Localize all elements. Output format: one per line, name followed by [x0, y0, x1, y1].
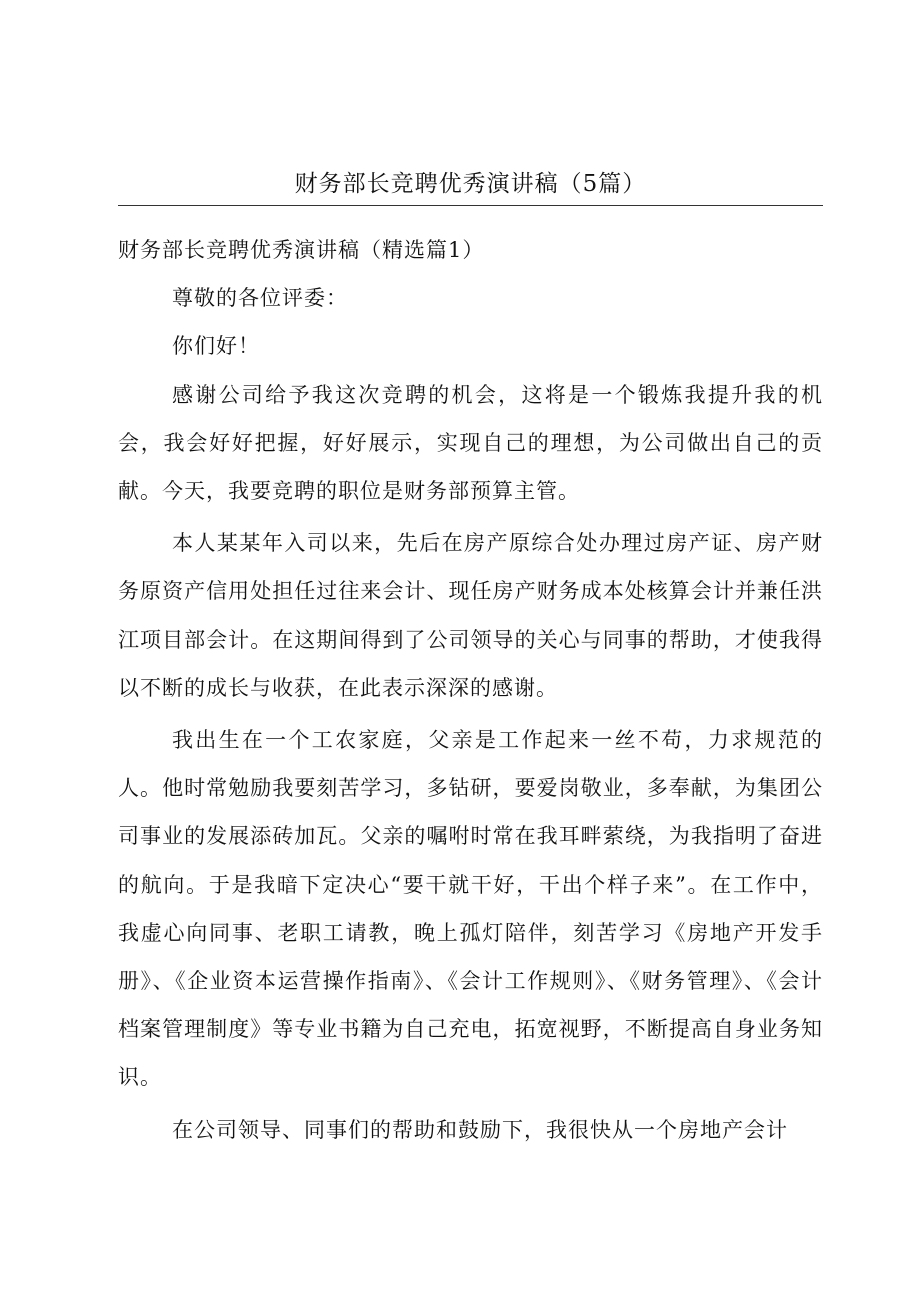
- title-underline: [118, 205, 823, 206]
- salutation: 尊敬的各位评委：: [172, 286, 348, 311]
- section-heading: 财务部长竞聘优秀演讲稿（精选篇1）: [118, 238, 485, 262]
- document-body: [118, 226, 823, 1154]
- paragraph-2: 本人某某年入司以来，先后在房产原综合处办理过房产证、房产财务原资产信用处担任过往来会计、现任房产财务成本处核算会计并兼任洪江项目部会计。在这期间得到了公司领导的关心与同事的帮助，才使我得以不断的成长与收获，在此表示深深的感谢。: [118, 531, 823, 700]
- paragraph-4: 在公司领导、同事们的帮助和鼓励下，我很快从一个房地产会计: [172, 1117, 788, 1142]
- greeting: 你们好！: [172, 334, 260, 359]
- paragraph-1: 感谢公司给予我这次竞聘的机会，这将是一个锻炼我提升我的机会，我会好好把握，好好展示，实现自己的理想，为公司做出自己的贡献。今天，我要竞聘的职位是财务部预算主管。: [118, 382, 823, 504]
- paragraph-3: 我出生在一个工农家庭，父亲是工作起来一丝不苟，力求规范的人。他时常勉励我要刻苦学习，多钻研，要爱岗敬业，多奉献，为集团公司事业的发展添砖加瓦。父亲的嘱咐时常在我耳畔萦绕，为我指明了奋进的航向。于是我暗下定决心“要干就干好，干出个样子来”。在工作中，我虚心向同事、老职工请教，晚上孤灯陪伴，刻苦学习《房地产开发手册》、《企业资本运营操作指南》、《会计工作规则》、《财务管理》、《会计档案管理制度》等专业书籍为自己充电，拓宽视野，不断提高自身业务知识。: [118, 728, 823, 1090]
- document-title: 财务部长竞聘优秀演讲稿（5篇）: [294, 171, 647, 197]
